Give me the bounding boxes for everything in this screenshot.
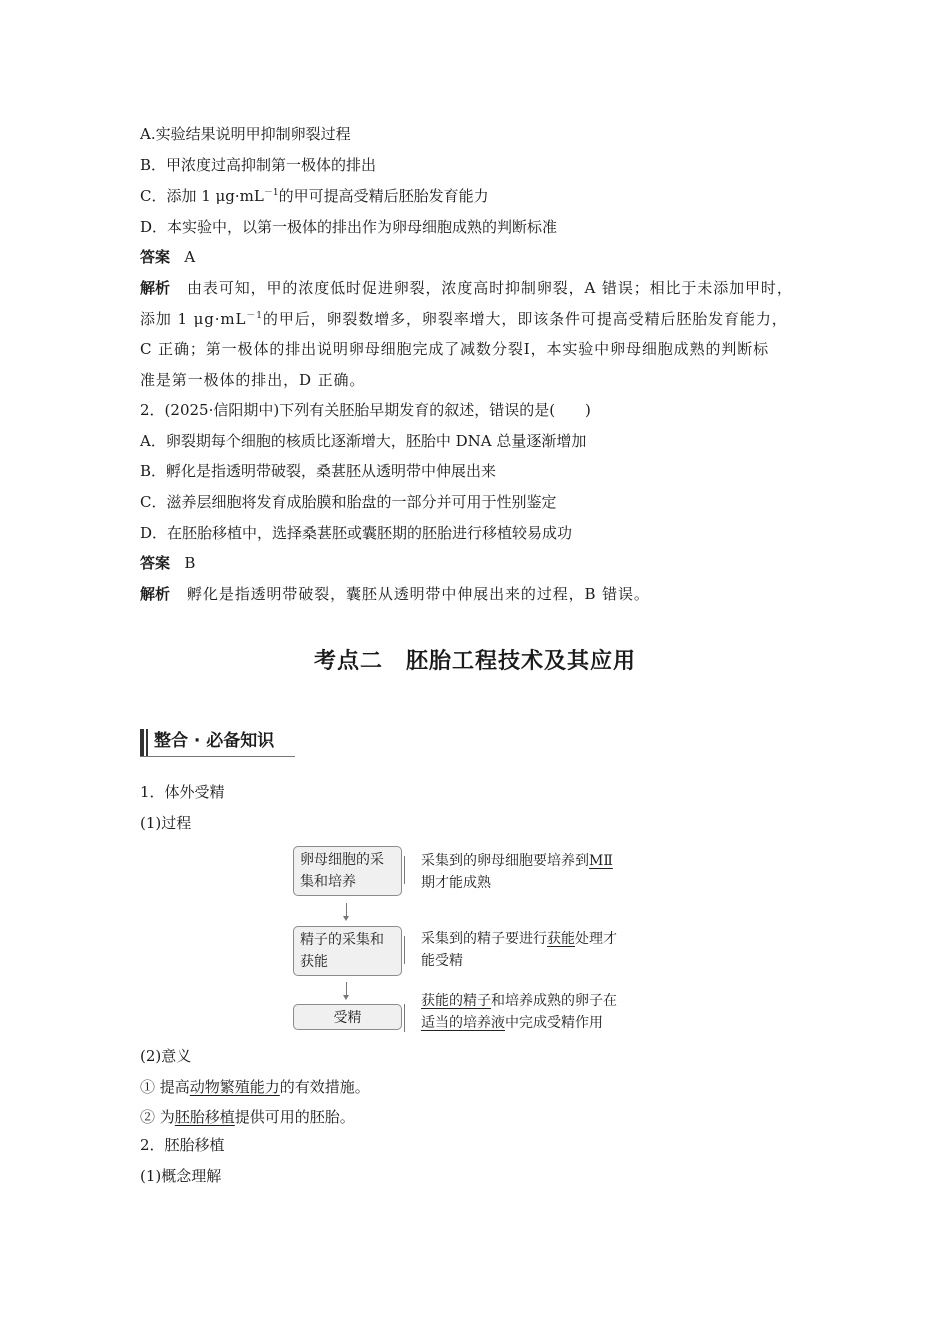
- flow-connector: [404, 856, 419, 884]
- q1-answer: [140, 247, 195, 267]
- flow-note-text: 中完成受精作用: [505, 1015, 603, 1031]
- tag-bar-thin: [146, 729, 148, 756]
- flow-box-text: 精子的采集和: [300, 932, 384, 948]
- q1-option-c-text: C．添加 1 μg·mL: [140, 187, 264, 205]
- tag-bar: [140, 729, 144, 756]
- flow-box-text: 受精: [333, 1010, 362, 1026]
- ivf-meaning-2: [140, 1107, 355, 1127]
- meaning-underlined: 胚胎移植: [174, 1108, 235, 1126]
- flow-note-underlined: 适当的培养液: [421, 1015, 505, 1031]
- flow-connector: [404, 936, 419, 964]
- q1-option-c: [140, 186, 489, 206]
- q1-analysis-line-1: [140, 278, 793, 298]
- flow-note-text: 采集到的精子要进行: [421, 931, 547, 947]
- q1-option-c-text-2: 的甲可提高受精后胚胎发育能力: [278, 187, 489, 205]
- flow-note-text: 能受精: [421, 953, 463, 969]
- analysis-text: 添加 1 μg·mL: [140, 310, 247, 328]
- ivf-meaning-label: (2)意义: [140, 1047, 192, 1065]
- q2-option-c: C．滋养层细胞将发育成胎膜和胎盘的一部分并可用于性别鉴定: [140, 493, 557, 511]
- flow-note-text: 和培养成熟的卵子在: [491, 993, 617, 1009]
- analysis-text-2: 的甲后，卵裂数增多，卵裂率增大，即该条件可提高受精后胚胎发育能力，: [262, 310, 788, 328]
- meaning-text: 的有效措施。: [279, 1078, 370, 1096]
- flow-box-text: 集和培养: [300, 874, 356, 890]
- answer-label: 答案: [140, 554, 171, 572]
- flow-arrow-down-icon: [346, 982, 347, 998]
- flow-box-text: 获能: [300, 954, 328, 970]
- q1-analysis-line-2: [140, 309, 788, 329]
- flow-note-fertilization: [421, 990, 617, 1034]
- flow-box-sperm: [293, 926, 402, 976]
- q2-option-b: B．孵化是指透明带破裂，桑葚胚从透明带中伸展出来: [140, 462, 497, 480]
- analysis-text: 由表可知，甲的浓度低时促进卵裂，浓度高时抑制卵裂，A 错误；相比于未添加甲时，: [187, 279, 793, 297]
- flow-note-underlined: 获能: [547, 931, 575, 947]
- flow-box-fertilization: [293, 1004, 402, 1030]
- meaning-text: ② 为: [140, 1108, 175, 1126]
- flow-connector: [404, 1004, 419, 1032]
- answer-value: A: [184, 248, 196, 266]
- flow-note-text: 处理才: [575, 931, 617, 947]
- analysis-text: 孵化是指透明带破裂，囊胚从透明带中伸展出来的过程，B 错误。: [187, 585, 650, 603]
- flow-note-underlined: 获能的精子: [421, 993, 491, 1009]
- ivf-process-label: (1)过程: [140, 814, 192, 832]
- analysis-sup: －1: [246, 311, 263, 321]
- q2-option-d: D．在胚胎移植中，选择桑葚胚或囊胚期的胚胎进行移植较易成功: [140, 524, 573, 542]
- flow-box-text: 卵母细胞的采: [300, 852, 384, 868]
- section-title: 考点二 胚胎工程技术及其应用: [313, 649, 636, 674]
- q1-option-b: B．甲浓度过高抑制第一极体的排出: [140, 156, 377, 174]
- transfer-concept-label: (1)概念理解: [140, 1167, 222, 1185]
- q2-answer: [140, 553, 195, 573]
- q1-analysis-line-4: 准是第一极体的排出，D 正确。: [140, 371, 366, 389]
- flow-note-sperm: [421, 928, 617, 972]
- ivf-meaning-1: [140, 1077, 370, 1097]
- flow-note-text: 采集到的卵母细胞要培养到: [421, 853, 589, 869]
- section-tag: [140, 726, 295, 757]
- meaning-text: ① 提高: [140, 1078, 190, 1096]
- meaning-text: 提供可用的胚胎。: [234, 1108, 355, 1126]
- ivf-heading: 1．体外受精: [140, 783, 225, 801]
- meaning-underlined: 动物繁殖能力: [189, 1078, 280, 1096]
- answer-value: B: [184, 554, 196, 572]
- tag-label: 整合 · 必备知识: [154, 731, 275, 751]
- answer-label: 答案: [140, 248, 171, 266]
- flow-note-text: 期才能成熟: [421, 875, 491, 891]
- q2-option-a: A．卵裂期每个细胞的核质比逐渐增大，胚胎中 DNA 总量逐渐增加: [140, 432, 587, 450]
- q1-option-d: D．本实验中，以第一极体的排出作为卵母细胞成熟的判断标准: [140, 218, 558, 236]
- analysis-label: 解析: [140, 279, 171, 297]
- flow-note-underlined: MⅡ: [589, 853, 613, 869]
- q1-option-a: A.实验结果说明甲抑制卵裂过程: [140, 125, 351, 143]
- analysis-label: 解析: [140, 585, 171, 603]
- transfer-heading: 2．胚胎移植: [140, 1136, 225, 1154]
- q1-option-c-sup: －1: [263, 188, 279, 198]
- q2-analysis: [140, 584, 650, 604]
- flow-arrow-down-icon: [346, 903, 347, 919]
- flow-note-oocyte: [421, 850, 613, 894]
- flow-box-oocyte: [293, 846, 402, 896]
- q2-stem: 2．(2025·信阳期中)下列有关胚胎早期发育的叙述，错误的是( ): [140, 401, 591, 419]
- q1-analysis-line-3: C 正确；第一极体的排出说明卵母细胞完成了减数分裂Ⅰ，本实验中卵母细胞成熟的判断标: [140, 340, 770, 358]
